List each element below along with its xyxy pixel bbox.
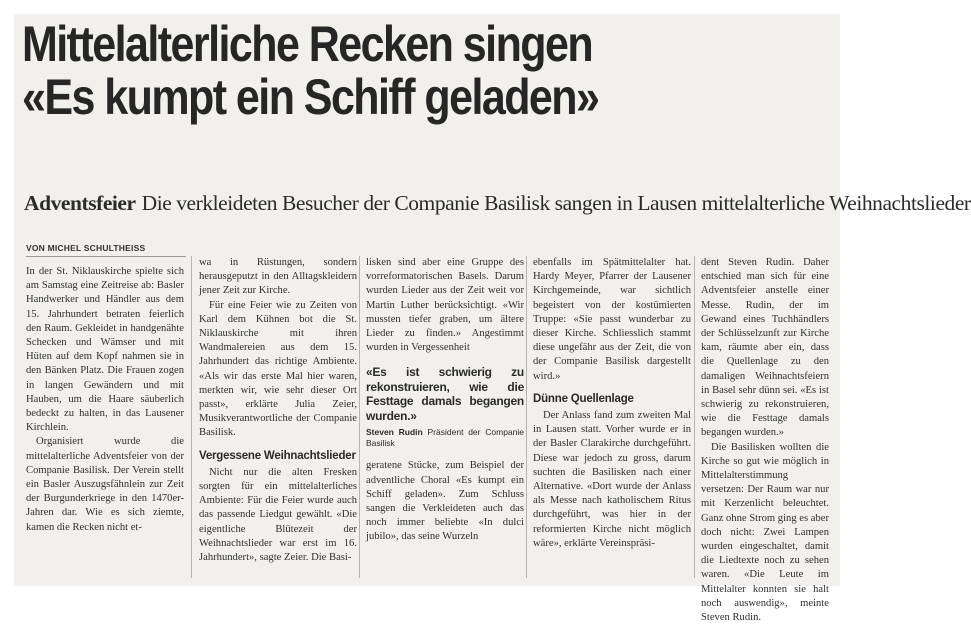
pull-quote-name: Steven Rudin bbox=[366, 427, 423, 438]
column-divider bbox=[526, 256, 527, 578]
newspaper-clipping bbox=[14, 14, 971, 624]
paragraph: wa in Rüstungen, sondern herausgeputzt in den Alltagskleidern jener Zeit zur Kirche. bbox=[199, 257, 357, 297]
article-column-5 bbox=[701, 256, 829, 625]
article-column-1 bbox=[26, 261, 184, 535]
subheadline-kicker: Adventsfeier bbox=[24, 191, 136, 215]
paragraph: geratene Stücke, zum Beispiel der adventliche Choral «Es kumpt ein Schiff geladen». Zum Schluss sangen die Verkleideten auch das noch immer beliebte «In dulci jubilo», das seine Wurzeln bbox=[366, 460, 524, 543]
pull-quote-text: «Es ist schwierig zu rekonstruieren, wie die Festtage damals begangen wurden.» bbox=[366, 365, 524, 423]
pull-quote-source bbox=[366, 427, 524, 449]
paragraph: ebenfalls im Spätmittelalter hat. Hardy Meyer, Pfarrer der Lausener Kirchgemeinde, war sichtlich begeistert von der kostümierten Truppe: «Sie passt wunderbar zu dieser Kirche. Schliesslich stammt diese ungefähr aus der Zeit, die von der Companie Basilisk dargestellt wird.» bbox=[533, 257, 691, 382]
subheadline-text: Die verkleideten Besucher der Companie Basilisk sangen in Lausen mittelalterliche Weihnachtslieder bbox=[141, 191, 971, 215]
column-divider bbox=[359, 256, 360, 578]
paragraph: Organisiert wurde die mittelalterliche Adventsfeier von der Companie Basilisk. Der Verein stellt ein Basler Auszugsfähnlein zur Zeit der Burgunderkriege in den 1470er-Jahren dar. Wie es sich ziemte, kamen die Recken nicht et- bbox=[26, 436, 184, 533]
article-column-2 bbox=[199, 256, 357, 565]
column-divider bbox=[694, 256, 695, 578]
headline bbox=[22, 18, 720, 124]
byline-rule bbox=[26, 256, 186, 257]
article-column-4 bbox=[533, 256, 691, 551]
headline-line-1: Mittelalterliche Recken singen bbox=[22, 16, 593, 72]
paragraph: Der Anlass fand zum zweiten Mal in Lausen statt. Vorher wurde er in der Basler Clarakirche durchgeführt. Diese war jedoch zu gross, darum suchten die Basilisken nach einer Alternative. «Dort wurde der Anlass als Messe nach katholischem Ritus durchgeführt, was hier in der reformierten Kirche nicht möglich wäre», erklärte Vereinspräsi- bbox=[533, 410, 691, 549]
paragraph: Für eine Feier wie zu Zeiten von Karl dem Kühnen bot die St. Niklauskirche mit ihren Wandmalereien aus dem 15. Jahrhundert das richtige Ambiente. «Als wir das erste Mal hier waren, merkten wir, wie sehr dieser Ort passt», erklärte Julia Zeier, Musikverantwortliche der Companie Basilisk. bbox=[199, 299, 357, 439]
paragraph: dent Steven Rudin. Daher entschied man sich für eine Adventsfeier anstelle einer Messe. Rudin, der im Gewand eines Tuchhändlers der Schlüsselzunft zur Kirche kam, räumte aber ein, dass die Quellenlage zu den damaligen Weihnachtsfeiern in Basel sehr dünn sei. «Es ist schwierig zu rekonstruieren, wie die Festtage damals begangen wurden.» bbox=[701, 257, 829, 439]
byline: VON MICHEL SCHULTHEISS bbox=[26, 243, 146, 253]
paragraph: Die Basilisken wollten die Kirche so gut wie möglich in Mittelalterstimmung versetzen: Der Raum war nur mit Kerzenlicht beleuchtet. Ganz ohne Strom ging es aber doch nicht: Zwei Lampen wurden eingeschaltet, damit die Liedtexte noch zu sehen waren. «Die Leute im Mittelalter konnten sie halt noch auswendig», meinte Steven Rudin. bbox=[701, 441, 829, 624]
pull-quote-role: Präsident der Companie Basilisk bbox=[366, 427, 524, 449]
paragraph: In der St. Niklauskirche spielte sich am Samstag eine Zeitreise ab: Basler Handwerker und Händler aus dem 15. Jahrhundert betraten feierlich den Raum. Gekleidet in handgenähte Schecken und Wämser und mit Hüten auf dem Kopf nahmen sie in den Bänken Platz. Die Frauen zogen in langen Gewändern und mit Hauben, um die Haare säuberlich bedeckt zu halten, in das Lausener Kirchlein. bbox=[26, 266, 184, 434]
section-subtitle: Vergessene Weihnachtslieder bbox=[199, 449, 356, 462]
pull-quote bbox=[366, 365, 524, 449]
subheadline bbox=[24, 190, 971, 216]
article-column-3 bbox=[366, 256, 524, 545]
section-subtitle: Dünne Quellenlage bbox=[533, 392, 634, 405]
headline-line-2: «Es kumpt ein Schiff geladen» bbox=[22, 69, 599, 125]
column-divider bbox=[191, 256, 192, 578]
paragraph: lisken sind aber eine Gruppe des vorreformatorischen Basels. Darum wurden Lieder aus der Zeit weit vor Martin Luther berücksichtigt. «Wir mussten tiefer graben, um ältere Lieder zu finden.» Angestimmt wurden in Vergessenheit bbox=[366, 257, 524, 354]
paragraph: Nicht nur die alten Fresken sorgten für ein mittelalterliches Ambiente: Für die Feier wurde auch das passende Liedgut gewählt. «Die eigentliche Blütezeit der Weihnachtslieder war erst im 16. Jahrhundert», sagte Zeier. Die Basi- bbox=[199, 466, 357, 564]
